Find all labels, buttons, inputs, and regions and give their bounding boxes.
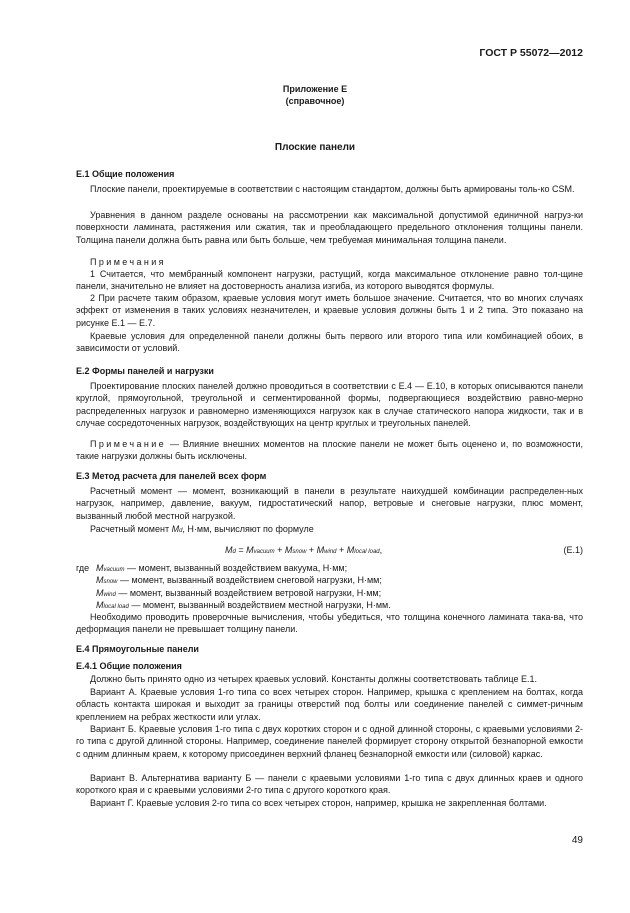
plus-sign: + (336, 545, 347, 555)
note-text: — Влияние внешних моментов на плоские панели не может быть оценено и, по возможности, такие нагрузки должны быть исключены. (76, 439, 583, 462)
symbol-subscript: d (179, 528, 183, 534)
section-e2-heading: Е.2 Формы панелей и нагрузки (76, 366, 214, 376)
formula-e1 (225, 544, 382, 558)
symbol: M (96, 575, 104, 586)
note-2: 2 При расчете таким образом, краевые условия могут иметь большое значение. Считается, что во многих случаях эффект от изменения в таких условиях незначителен, и краевые условия должны быть 1 и 2 типа. Это показано на рисунке Е.1 — Е.7. (76, 293, 583, 328)
symbol: M (225, 545, 233, 555)
definition-row (96, 562, 576, 574)
text: , Н·мм, вычисляют по формуле (182, 524, 314, 534)
text: Расчетный момент (90, 524, 172, 534)
paragraph: Проектирование плоских панелей должно проводиться в соответствии с Е.4 — Е.10, в которых описываются панели круглой, прямоугольной, треугольной и сегментированной формы, подвергающиеся воздействию равно-мерно распределенных нагрузок и равномерно изменяющихся нагрузок как в случае статического напора жидкости, так и в случае сосредоточенных нагрузок, воздействующих на центр круглых и треугольных панелей. (76, 381, 583, 428)
equals-sign: = (235, 545, 247, 555)
section-e3-heading: Е.3 Метод расчета для панелей всех форм (76, 471, 267, 481)
symbol-subscript: d (232, 549, 236, 555)
symbol: M (96, 563, 104, 573)
definition-text: — момент, вызванный воздействием местной нагрузки, Н·мм. (128, 599, 391, 610)
symbol: M (284, 545, 293, 555)
symbol-definitions (96, 562, 576, 611)
annex-title: Приложение Е (282, 84, 348, 94)
symbol: M (171, 524, 180, 534)
symbol-subscript: snow (103, 579, 118, 586)
variant-a: Вариант А. Краевые условия 1-го типа со всех четырех сторон. Например, крышка с креплением на болтах, когда область контакта широкая и выходит за границы отверстий под болты или соединение панелей с симмет-ричным креплением на ребрах жесткости или углах. (76, 687, 583, 722)
definition-row (96, 599, 576, 611)
definition-text: — момент, вызванный воздействием снеговой нагрузки, Н·мм; (117, 575, 382, 586)
where-label: где (76, 563, 90, 573)
notes-label: Примечания (90, 257, 166, 267)
document-title: Плоские панели (274, 142, 356, 153)
definition-text: — момент, вызванный воздействием вакуума, Н·мм; (124, 563, 348, 573)
paragraph: Необходимо проводить проверочные вычисления, чтобы убедиться, что толщина конечного ламината така-ва, что деформация панели не превышает толщину панели. (76, 612, 583, 635)
variant-g: Вариант Г. Краевые условия 2-го типа со всех четырех сторон, например, крышка не закрепленная болтами. (90, 798, 547, 808)
symbol-subscript: vacuum (253, 549, 275, 555)
symbol-subscript: wind (324, 549, 337, 555)
symbol-subscript: snow (292, 549, 307, 555)
variant-v: Вариант В. Альтернатива варианту Б — панели с краевыми условиями 1-го типа с двух длинных краев и одного короткого края и с краевыми условиями 2-го типа с другого короткого края. (76, 773, 583, 796)
symbol: M (246, 545, 254, 555)
note (76, 438, 583, 463)
plus-sign: + (274, 545, 285, 555)
paragraph: Уравнения в данном разделе основаны на рассмотрении как максимальной допустимой единичной нагруз-ки поверхности ламината, растяжения или сжатия, так и преобладающего предельного отклонения толщины панели. Толщина панели должна быть равна или быть больше, чем требуемая минимальная толщина панели. (76, 210, 583, 245)
plus-sign: + (306, 545, 317, 555)
symbol-subscript: local load (103, 603, 129, 610)
paragraph: Плоские панели, проектируемые в соответствии с настоящим стандартом, должны быть армированы толь-ко CSM. (90, 184, 575, 194)
note-1: 1 Считается, что мембранный компонент нагрузки, растущий, когда максимальное отклонение равно тол-щине панели, значительно не влияет на достоверность анализа изгиба, из которого выводятся формулы. (76, 269, 583, 292)
annex-subtitle: (справочное) (285, 96, 345, 106)
page-number: 49 (571, 835, 583, 846)
paragraph: Должно быть принято одно из четырех краевых условий. Константы должны соответствовать таблице Е.1. (90, 674, 538, 684)
variant-b: Вариант Б. Краевые условия 1-го типа с двух коротких сторон и с одной длинной стороны, с краевыми условиями 2-го типа с другой длинной стороны. Например, соединение панелей формирует сторону открытой безнапорной емкости с одним длинным краем, к которому присоединен верхний фланец безнапорной емкости или (силовой) каркас. (76, 724, 583, 759)
section-e1-heading: Е.1 Общие положения (76, 169, 175, 179)
symbol: M (96, 599, 104, 610)
paragraph: Краевые условия для определенной панели должны быть первого или второго типа или комбинацией обоих, в зависимости от условий. (76, 331, 583, 354)
formula-intro (76, 523, 583, 537)
paragraph: Расчетный момент — момент, возникающий в панели в результате наихудшей комбинации распределен-ных нагрузок, например, давление, вакуум, гидростатический напор, ветровые и снеговые нагрузки, плюс момент, вызванный любой местной нагрузкой. (76, 486, 583, 521)
symbol-subscript: wind (103, 591, 116, 598)
section-e4-heading: Е.4 Прямоугольные панели (76, 644, 199, 654)
comma: , (379, 545, 383, 555)
symbol-subscript: vacuum (103, 567, 125, 573)
definition-row (96, 574, 576, 586)
standard-number: ГОСТ Р 55072—2012 (479, 47, 583, 59)
equation-number: (Е.1) (563, 545, 583, 555)
symbol: M (96, 587, 104, 598)
section-e41-heading: Е.4.1 Общие положения (76, 661, 182, 671)
note-label: Примечание (90, 439, 167, 449)
definition-row (96, 587, 576, 599)
symbol-subscript: local load (354, 549, 380, 555)
symbol: M (316, 545, 325, 555)
definition-text: — момент, вызванный воздействием ветровой нагрузки, Н·мм; (115, 587, 382, 598)
symbol: M (346, 545, 355, 555)
